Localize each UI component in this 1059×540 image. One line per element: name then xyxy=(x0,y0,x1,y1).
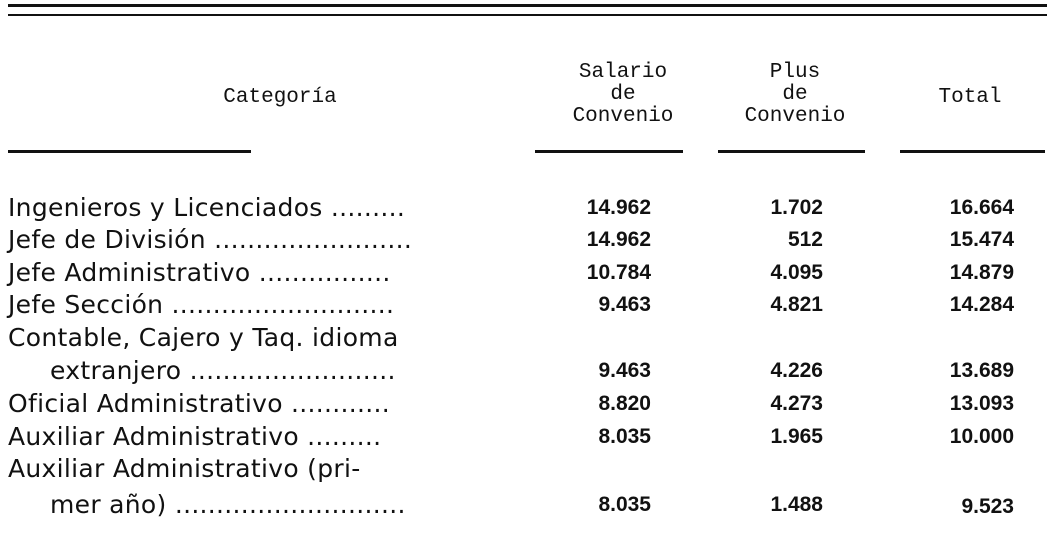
total-value: 14.284 xyxy=(949,293,1014,316)
salario-value: 14.962 xyxy=(586,196,651,219)
header-categoria: Categoría xyxy=(223,86,337,109)
plus-value: 512 xyxy=(787,228,823,251)
salario-value: 8.820 xyxy=(598,392,651,415)
category-label: Contable, Cajero y Taq. idioma xyxy=(8,323,399,352)
plus-value: 4.095 xyxy=(770,261,823,284)
total-value: 9.523 xyxy=(961,495,1014,518)
category-label: Jefe Administrativo ................ xyxy=(8,258,391,287)
category-label: Jefe de División ........................ xyxy=(8,225,413,254)
table-row xyxy=(0,224,1059,256)
plus-value: 4.226 xyxy=(770,359,823,382)
header-underline-salario xyxy=(535,150,683,153)
salario-value: 8.035 xyxy=(598,425,651,448)
header-plus: Plus de Convenio xyxy=(744,61,846,128)
category-label: Auxiliar Administrativo ......... xyxy=(8,422,382,451)
table-row xyxy=(0,257,1059,289)
total-value: 13.093 xyxy=(949,392,1014,415)
header-salario: Salario de Convenio xyxy=(572,61,674,128)
total-value: 10.000 xyxy=(949,425,1014,448)
category-label: Jefe Sección ........................... xyxy=(8,290,395,319)
header-underline-total xyxy=(900,150,1045,153)
total-value: 14.879 xyxy=(949,261,1014,284)
category-label: Oficial Administrativo ............ xyxy=(8,389,391,418)
category-label-continued: mer año) ............................ xyxy=(50,490,406,519)
category-label: Ingenieros y Licenciados ......... xyxy=(8,193,406,222)
total-value: 15.474 xyxy=(949,228,1014,251)
table-row xyxy=(0,192,1059,224)
salario-value: 10.784 xyxy=(586,261,651,284)
header-underline-categoria xyxy=(8,150,251,153)
total-value: 13.689 xyxy=(949,359,1014,382)
category-label-continued: extranjero ......................... xyxy=(50,356,396,385)
plus-value: 4.821 xyxy=(770,293,823,316)
plus-value: 1.702 xyxy=(770,196,823,219)
plus-value: 1.965 xyxy=(770,425,823,448)
salario-value: 14.962 xyxy=(586,228,651,251)
header-underline-plus xyxy=(718,150,865,153)
salario-value: 8.035 xyxy=(598,493,651,516)
category-label: Auxiliar Administrativo (pri- xyxy=(8,454,361,483)
salario-value: 9.463 xyxy=(598,359,651,382)
table-row xyxy=(0,421,1059,453)
table-row xyxy=(0,289,1059,321)
table-row xyxy=(0,453,1059,525)
salario-value: 9.463 xyxy=(598,293,651,316)
top-rule-thin xyxy=(8,14,1047,16)
total-value: 16.664 xyxy=(949,196,1014,219)
header-total: Total xyxy=(938,86,1002,109)
plus-value: 1.488 xyxy=(770,493,823,516)
plus-value: 4.273 xyxy=(770,392,823,415)
top-rule xyxy=(8,4,1047,7)
table-row xyxy=(0,322,1059,386)
table-row xyxy=(0,388,1059,420)
